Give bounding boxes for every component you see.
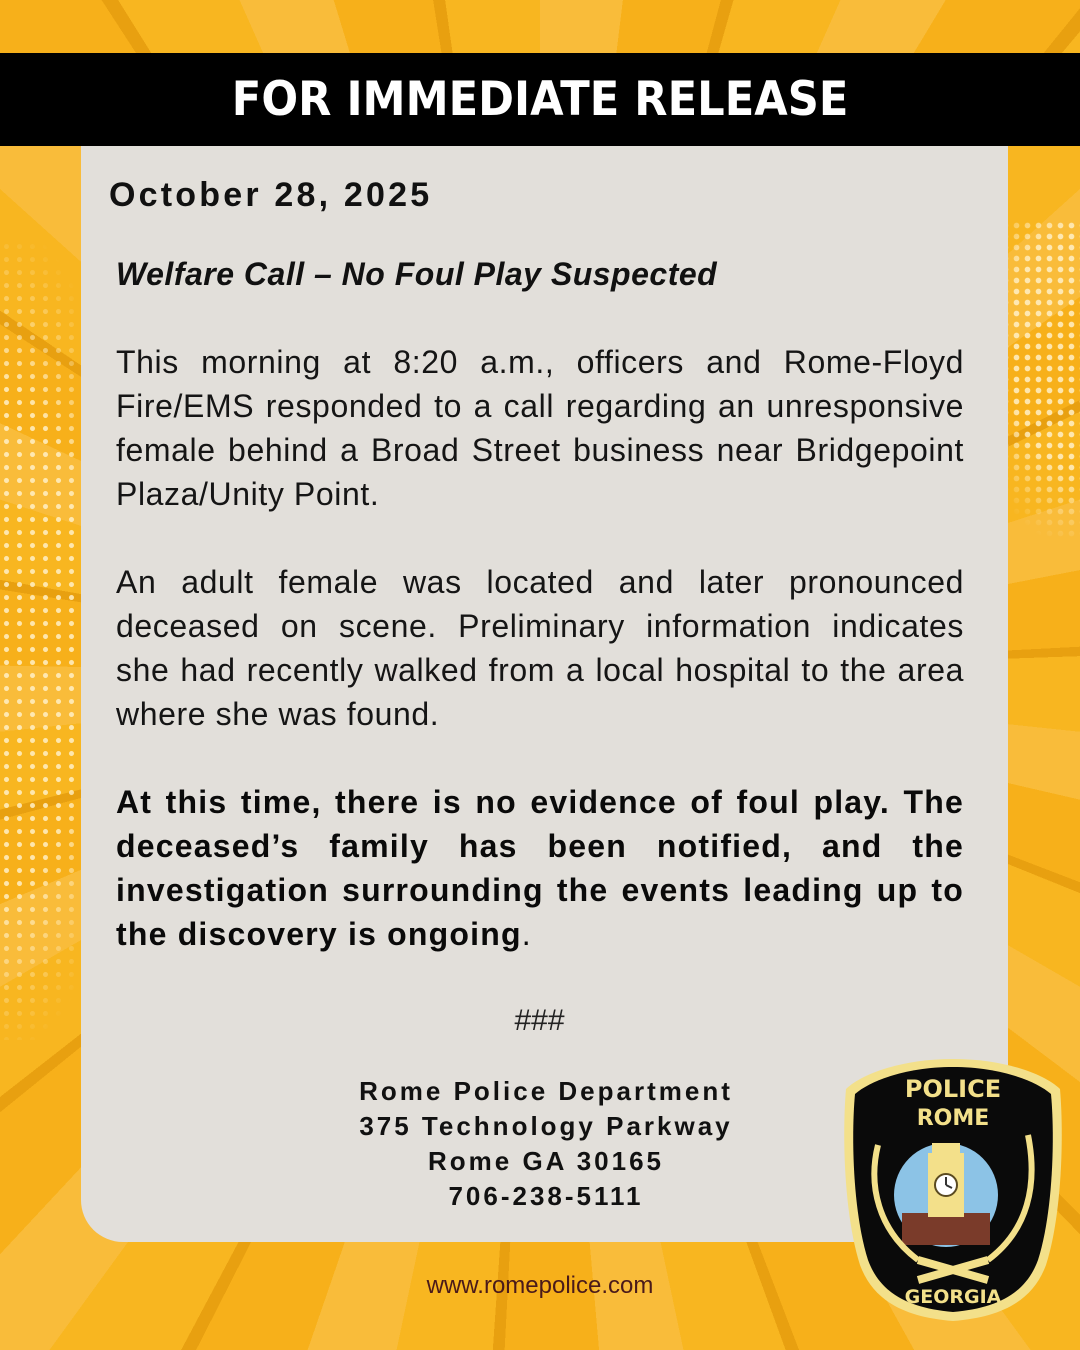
paragraph-status (116, 780, 964, 956)
header-bar (0, 53, 1080, 146)
release-subject: Welfare Call – No Foul Play Suspected (116, 256, 718, 292)
status-period: . (521, 916, 532, 952)
end-mark: ### (514, 1004, 565, 1037)
svg-text:POLICE: POLICE (904, 1075, 1002, 1103)
halftone-dots-right (1000, 220, 1080, 540)
status-text: At this time, there is no evidence of foul play. The deceased’s family has been notified, and the investigation surrounding the events leading up to the discovery is ongoing (116, 784, 964, 952)
svg-text:ROME: ROME (916, 1106, 990, 1131)
release-heading: FOR IMMEDIATE RELEASE (231, 72, 849, 127)
police-badge-icon (838, 1055, 1068, 1325)
svg-text:GEORGIA: GEORGIA (904, 1286, 1002, 1308)
paragraph-incident: This morning at 8:20 a.m., officers and Rome-Floyd Fire/EMS responded to a call regarding an unresponsive female behind a Broad Street business near Bridgepoint Plaza/Unity Point. (116, 344, 964, 512)
contact-city: Rome GA 30165 (427, 1146, 665, 1176)
contact-street: 375 Technology Parkway (359, 1111, 733, 1141)
paragraph-findings: An adult female was located and later pronounced deceased on scene. Preliminary information indicates she had recently walked from a local hospital to the area where she was found. (116, 564, 964, 732)
release-date: October 28, 2025 (109, 176, 433, 214)
halftone-dots-left (0, 240, 90, 1040)
contact-phone: 706-238-5111 (448, 1181, 644, 1211)
contact-organization: Rome Police Department (359, 1076, 733, 1106)
website-link[interactable]: www.romepolice.com (426, 1272, 654, 1299)
